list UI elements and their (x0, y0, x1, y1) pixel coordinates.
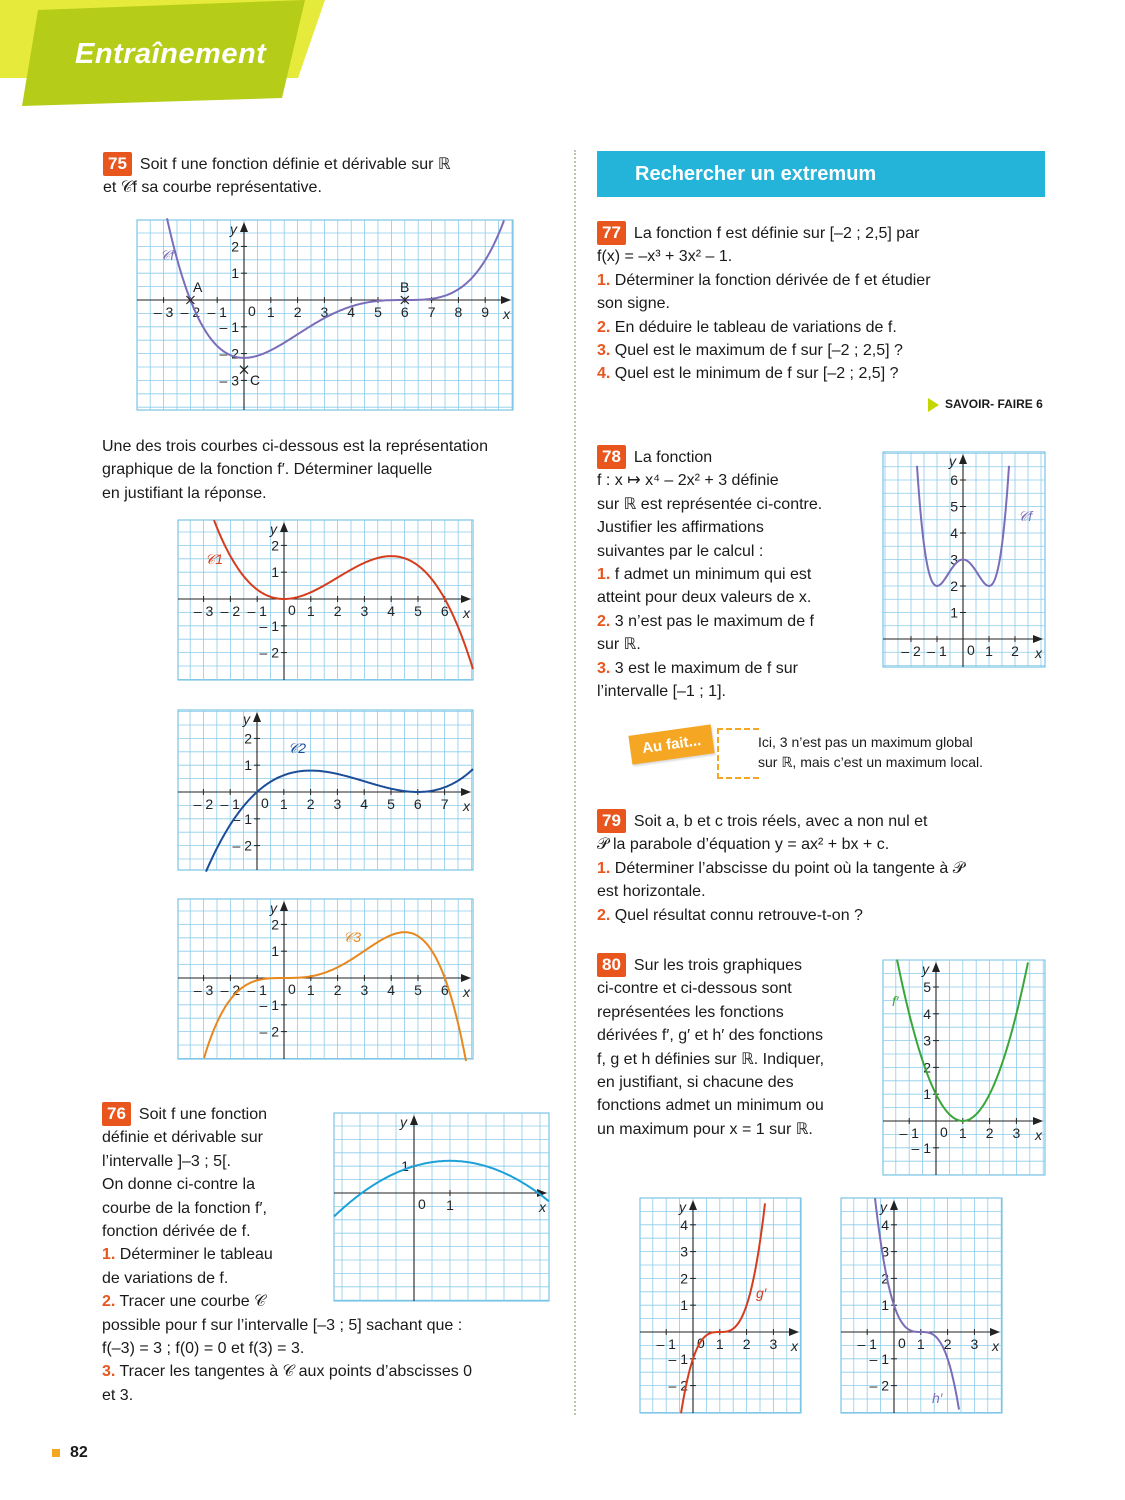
x-tick-label: – 1 (899, 1125, 919, 1141)
x-tick-label: 3 (320, 304, 329, 320)
graph-c2 (178, 710, 473, 870)
curve-label-ex78: 𝒞f (1018, 508, 1033, 524)
y-tick-label: 1 (271, 564, 279, 581)
question-number: 2. (597, 906, 611, 924)
y-tick-label: 1 (401, 1158, 409, 1175)
origin-label: 0 (697, 1335, 705, 1351)
exercise-number: 78 (597, 445, 626, 469)
point-label-b: B (400, 279, 410, 295)
ex78-q1-a: f admet un minimum qui est (614, 566, 812, 584)
y-tick-label: 2 (231, 238, 239, 255)
ex78-line-2: f : x ↦ x⁴ – 2x² + 3 définie (597, 472, 779, 490)
ex76-line-4: On donne ci-contre la (102, 1176, 255, 1194)
ex80-line-6: en justifiant, si chacune des (597, 1074, 794, 1092)
exercise-75 (103, 152, 553, 200)
y-tick-label: – 1 (232, 810, 252, 827)
graph-frame (334, 1113, 549, 1301)
savoir-faire-link[interactable] (928, 397, 1043, 412)
origin-label: 0 (288, 981, 296, 997)
ex80-line-4: dérivées f′, g′ et h′ des fonctions (597, 1027, 824, 1045)
y-tick-label: – 1 (869, 1350, 889, 1367)
x-tick-label: 6 (413, 796, 422, 812)
exercise-number: 80 (597, 953, 626, 977)
ex80-line-3: représentées les fonctions (597, 1003, 784, 1021)
question-number: 3. (597, 659, 611, 677)
exercise-79 (597, 809, 1047, 927)
y-tick-label: – 2 (869, 1377, 889, 1394)
y-tick-label: 2 (680, 1270, 688, 1287)
graph-frame (178, 520, 473, 680)
question-number: 4. (597, 365, 611, 383)
ex78-line-5: suivantes par le calcul : (597, 542, 764, 560)
x-tick-label: – 1 (927, 643, 947, 659)
column-divider (574, 150, 576, 1415)
x-tick-label: – 1 (247, 982, 267, 998)
y-tick-label: 3 (950, 551, 958, 568)
ex79-q1-b: est horizontale. (597, 883, 706, 901)
savoir-faire-label: SAVOIR- FAIRE 6 (945, 397, 1043, 411)
graph-ex75-cf (137, 220, 513, 410)
x-tick-label: 1 (916, 1336, 925, 1352)
exercise-number: 79 (597, 809, 626, 833)
x-tick-label: – 2 (193, 796, 214, 812)
au-fait-line-2: sur ℝ, mais c’est un maximum local. (758, 754, 984, 770)
x-tick-label: 2 (333, 603, 342, 619)
ex78-line-1: La fonction (633, 449, 713, 466)
ex76-line-6: fonction dérivée de f. (102, 1223, 251, 1241)
y-tick-label: – 1 (219, 318, 239, 335)
x-tick-label: 2 (1011, 643, 1019, 659)
x-tick-label: – 2 (220, 982, 241, 998)
y-tick-label: 6 (950, 472, 958, 488)
graph-frame (178, 899, 473, 1059)
curve-label-c2: 𝒞2 (288, 740, 306, 756)
origin-label: 0 (967, 642, 975, 658)
graph-ex80-fprime (883, 960, 1045, 1175)
question-number: 2. (597, 612, 611, 630)
y-axis-label: y (880, 1199, 887, 1215)
curve-label-cf: 𝒞f (160, 247, 175, 263)
ex76-q3-a: Tracer les tangentes à 𝒞 aux points d’abscisses 0 (119, 1363, 473, 1381)
y-tick-label: 1 (680, 1297, 688, 1314)
ex77-q3: Quel est le maximum de f sur [–2 ; 2,5] ? (614, 342, 903, 360)
y-axis-label: y (243, 711, 250, 727)
graph-c3 (178, 899, 473, 1059)
y-tick-label: 4 (950, 525, 958, 541)
x-tick-label: 2 (985, 1125, 994, 1141)
ex79-intro-2: 𝒫 la parabole d’équation y = ax² + bx + c. (597, 836, 890, 854)
x-tick-label: – 1 (857, 1336, 877, 1352)
exercise-80 (597, 953, 877, 1141)
ex80-line-1: Sur les trois graphiques (633, 957, 803, 974)
x-tick-label: – 3 (153, 304, 174, 320)
ex76-q1-b: de variations de f. (102, 1269, 229, 1287)
y-tick-label: – 1 (259, 617, 279, 634)
ex78-q3-a: 3 est le maximum de f sur (614, 659, 798, 677)
ex80-line-5: f, g et h définies sur ℝ. Indiquer, (597, 1050, 825, 1068)
x-axis-label: x (791, 1338, 798, 1354)
graph-ex78-cf (883, 452, 1045, 667)
page-number: 82 (70, 1444, 88, 1461)
x-tick-label: 9 (481, 304, 490, 320)
x-tick-label: 3 (1012, 1125, 1021, 1141)
y-tick-label: 4 (923, 1005, 931, 1022)
ex78-line-3: sur ℝ est représentée ci-contre. (597, 495, 823, 513)
x-tick-label: – 2 (220, 603, 241, 619)
exercise-78 (597, 445, 877, 703)
ex76-q1-a: Déterminer le tableau (119, 1246, 273, 1264)
x-tick-label: 1 (306, 603, 315, 619)
origin-label: 0 (248, 303, 256, 319)
x-tick-label: 4 (387, 982, 396, 998)
y-tick-label: 1 (923, 1086, 931, 1103)
ex75-question (102, 435, 552, 505)
y-tick-label: 2 (271, 916, 279, 933)
x-tick-label: – 3 (193, 982, 214, 998)
x-axis-label: x (463, 605, 470, 621)
ex78-q2-b: sur ℝ. (597, 636, 641, 654)
y-tick-label: 1 (881, 1297, 889, 1314)
x-tick-label: 2 (293, 304, 302, 320)
x-axis-label: x (539, 1199, 546, 1215)
x-axis-label: x (1035, 1127, 1042, 1143)
x-tick-label: – 1 (220, 796, 240, 812)
x-tick-label: 1 (958, 1125, 967, 1141)
ex78-q1-b: atteint pour deux valeurs de x. (597, 589, 812, 607)
graph-c1 (178, 520, 473, 680)
ex76-q2-a: Tracer une courbe 𝒞 (119, 1293, 266, 1311)
y-tick-label: 3 (680, 1243, 688, 1260)
curve-label-fprime: f′ (892, 993, 899, 1009)
y-tick-label: – 1 (911, 1139, 931, 1156)
ex77-intro-2: f(x) = –x³ + 3x² – 1. (597, 248, 733, 266)
y-tick-label: 2 (881, 1270, 889, 1287)
x-tick-label: 6 (400, 304, 409, 320)
x-tick-label: 2 (943, 1336, 952, 1352)
y-tick-label: – 3 (219, 372, 239, 389)
x-tick-label: 4 (387, 603, 396, 619)
y-tick-label: 5 (950, 498, 958, 515)
y-axis-label: y (949, 453, 956, 469)
ex75-question-3: en justifiant la réponse. (102, 484, 267, 502)
y-tick-label: – 2 (219, 345, 239, 362)
origin-label: 0 (418, 1196, 426, 1212)
point-label-c: C (250, 372, 261, 388)
ex76-q2-b: possible pour f sur l’intervalle [–3 ; 5] sachant que : (102, 1316, 463, 1334)
play-triangle-icon (928, 398, 939, 412)
y-tick-label: 2 (271, 537, 279, 554)
y-tick-label: 3 (923, 1032, 931, 1049)
ex79-q2: Quel résultat connu retrouve-t-on ? (614, 906, 863, 924)
y-tick-label: 4 (881, 1216, 889, 1233)
x-tick-label: 3 (360, 603, 369, 619)
x-tick-label: 1 (279, 796, 288, 812)
au-fait-frame (717, 728, 759, 779)
au-fait-badge: Au fait... (628, 724, 714, 764)
ex76-line-2: définie et dérivable sur (102, 1129, 263, 1147)
page-footer (52, 1444, 88, 1462)
x-axis-label: x (503, 306, 510, 322)
x-tick-label: – 1 (247, 603, 267, 619)
exercise-77 (597, 221, 1047, 386)
x-axis-label: x (463, 984, 470, 1000)
x-tick-label: – 1 (207, 304, 227, 320)
ex80-line-2: ci-contre et ci-dessous sont (597, 980, 792, 998)
ex76-line-5: courbe de la fonction f′, (102, 1199, 267, 1217)
question-number: 1. (597, 859, 611, 877)
y-tick-label: 1 (271, 943, 279, 960)
ex77-q1-b: son signe. (597, 295, 670, 313)
y-tick-label: 2 (244, 730, 252, 747)
x-tick-label: 5 (387, 796, 395, 812)
ex77-q1-a: Déterminer la fonction dérivée de f et étudier (614, 271, 931, 289)
x-tick-label: 3 (970, 1336, 979, 1352)
ex76-line-1: Soit f une fonction (138, 1106, 268, 1123)
ex79-intro-1: Soit a, b et c trois réels, avec a non nul et (633, 813, 928, 830)
exercise-number: 77 (597, 221, 626, 245)
ex77-q2: En déduire le tableau de variations de f. (614, 318, 897, 336)
curve-label-gprime: g′ (756, 1285, 767, 1301)
x-tick-label: 4 (360, 796, 369, 812)
y-axis-label: y (922, 961, 929, 977)
ex75-question-2: graphique de la fonction f′. Déterminer laquelle (102, 461, 433, 479)
y-tick-label: – 2 (259, 644, 279, 661)
question-number: 2. (102, 1293, 116, 1311)
x-axis-label: x (1035, 645, 1042, 661)
y-tick-label: – 1 (668, 1350, 688, 1367)
ex78-q2-a: 3 n’est pas le maximum de f (614, 612, 814, 630)
ex76-q2-c: f(–3) = 3 ; f(0) = 0 et f(3) = 3. (102, 1340, 305, 1358)
y-axis-label: y (270, 521, 277, 537)
curve-label-c3: 𝒞3 (343, 929, 361, 945)
question-number: 1. (102, 1246, 116, 1264)
x-tick-label: 1 (446, 1197, 454, 1213)
x-tick-label: 8 (454, 304, 463, 320)
ex79-q1-a: Déterminer l’abscisse du point où la tangente à 𝒫 (614, 859, 965, 877)
point-label-a: A (193, 279, 203, 295)
ex75-intro-2: et 𝒞f sa courbe représentative. (103, 179, 322, 197)
curve-label-c1: 𝒞1 (205, 551, 223, 567)
ex80-line-8: un maximum pour x = 1 sur ℝ. (597, 1120, 813, 1138)
header-title: Entraînement (75, 38, 267, 70)
y-tick-label: 1 (950, 604, 958, 621)
x-tick-label: 3 (769, 1336, 778, 1352)
graph-ex76-fprime (334, 1113, 549, 1301)
y-axis-label: y (679, 1199, 686, 1215)
graph-ex80-gprime (640, 1198, 801, 1413)
x-tick-label: 2 (742, 1336, 751, 1352)
x-axis-label: x (992, 1338, 999, 1354)
x-tick-label: 3 (333, 796, 342, 812)
x-tick-label: 5 (414, 982, 422, 998)
origin-label: 0 (940, 1124, 948, 1140)
y-axis-label: y (270, 900, 277, 916)
x-tick-label: 5 (374, 304, 382, 320)
y-tick-label: 3 (881, 1243, 889, 1260)
curve-label-hprime: h′ (932, 1390, 943, 1406)
question-number: 1. (597, 271, 611, 289)
x-tick-label: 1 (306, 982, 315, 998)
ex77-q4: Quel est le minimum de f sur [–2 ; 2,5] ? (614, 365, 899, 383)
y-tick-label: 1 (231, 265, 239, 282)
x-axis-label: x (463, 798, 470, 814)
ex75-intro-1: Soit f une fonction définie et dérivable sur ℝ (139, 156, 451, 173)
question-number: 3. (102, 1363, 116, 1381)
x-tick-label: 4 (347, 304, 356, 320)
x-tick-label: 3 (360, 982, 369, 998)
section-title: Rechercher un extremum (597, 151, 1045, 197)
y-tick-label: 5 (923, 979, 931, 995)
y-tick-label: 2 (950, 578, 958, 594)
x-tick-label: 2 (306, 796, 315, 812)
y-tick-label: 2 (923, 1059, 931, 1076)
au-fait-line-1: Ici, 3 n’est pas un maximum global (758, 734, 973, 750)
x-tick-label: – 1 (656, 1336, 676, 1352)
x-tick-label: – 3 (193, 603, 214, 619)
y-axis-label: y (230, 221, 237, 237)
x-tick-label: 7 (427, 304, 436, 320)
x-tick-label: – 2 (180, 304, 201, 320)
exercise-number: 75 (103, 152, 132, 176)
origin-label: 0 (261, 795, 269, 811)
x-tick-label: – 2 (901, 643, 921, 659)
y-tick-label: – 2 (232, 837, 252, 854)
x-tick-label: 6 (440, 982, 449, 998)
ex78-q3-b: l’intervalle [–1 ; 1]. (597, 683, 726, 701)
origin-label: 0 (288, 602, 296, 618)
footer-square-icon (52, 1449, 60, 1457)
question-number: 3. (597, 342, 611, 360)
ex80-line-7: fonctions admet un minimum ou (597, 1097, 824, 1115)
y-tick-label: – 2 (259, 1023, 279, 1040)
au-fait-note (758, 732, 983, 772)
ex78-line-4: Justifier les affirmations (597, 519, 764, 537)
graph-ex80-hprime (841, 1198, 1002, 1413)
question-number: 1. (597, 566, 611, 584)
x-tick-label: 7 (440, 796, 449, 812)
origin-label: 0 (898, 1335, 906, 1351)
ex75-question-1: Une des trois courbes ci-dessous est la représentation (102, 438, 488, 455)
y-tick-label: 4 (680, 1216, 688, 1233)
x-tick-label: 6 (440, 603, 449, 619)
y-tick-label: 1 (244, 757, 252, 774)
ex76-q3-b: et 3. (102, 1386, 134, 1404)
ex76-line-3: l’intervalle ]–3 ; 5[. (102, 1152, 231, 1170)
x-tick-label: 1 (266, 304, 275, 320)
x-tick-label: 5 (414, 603, 422, 619)
ex77-intro-1: La fonction f est définie sur [–2 ; 2,5] par (633, 225, 920, 242)
y-axis-label: y (400, 1114, 407, 1130)
y-tick-label: – 2 (668, 1377, 688, 1394)
y-tick-label: – 1 (259, 996, 279, 1013)
exercise-number: 76 (102, 1102, 131, 1126)
x-tick-label: 1 (985, 643, 993, 659)
x-tick-label: 2 (333, 982, 342, 998)
x-tick-label: 1 (715, 1336, 724, 1352)
question-number: 2. (597, 318, 611, 336)
